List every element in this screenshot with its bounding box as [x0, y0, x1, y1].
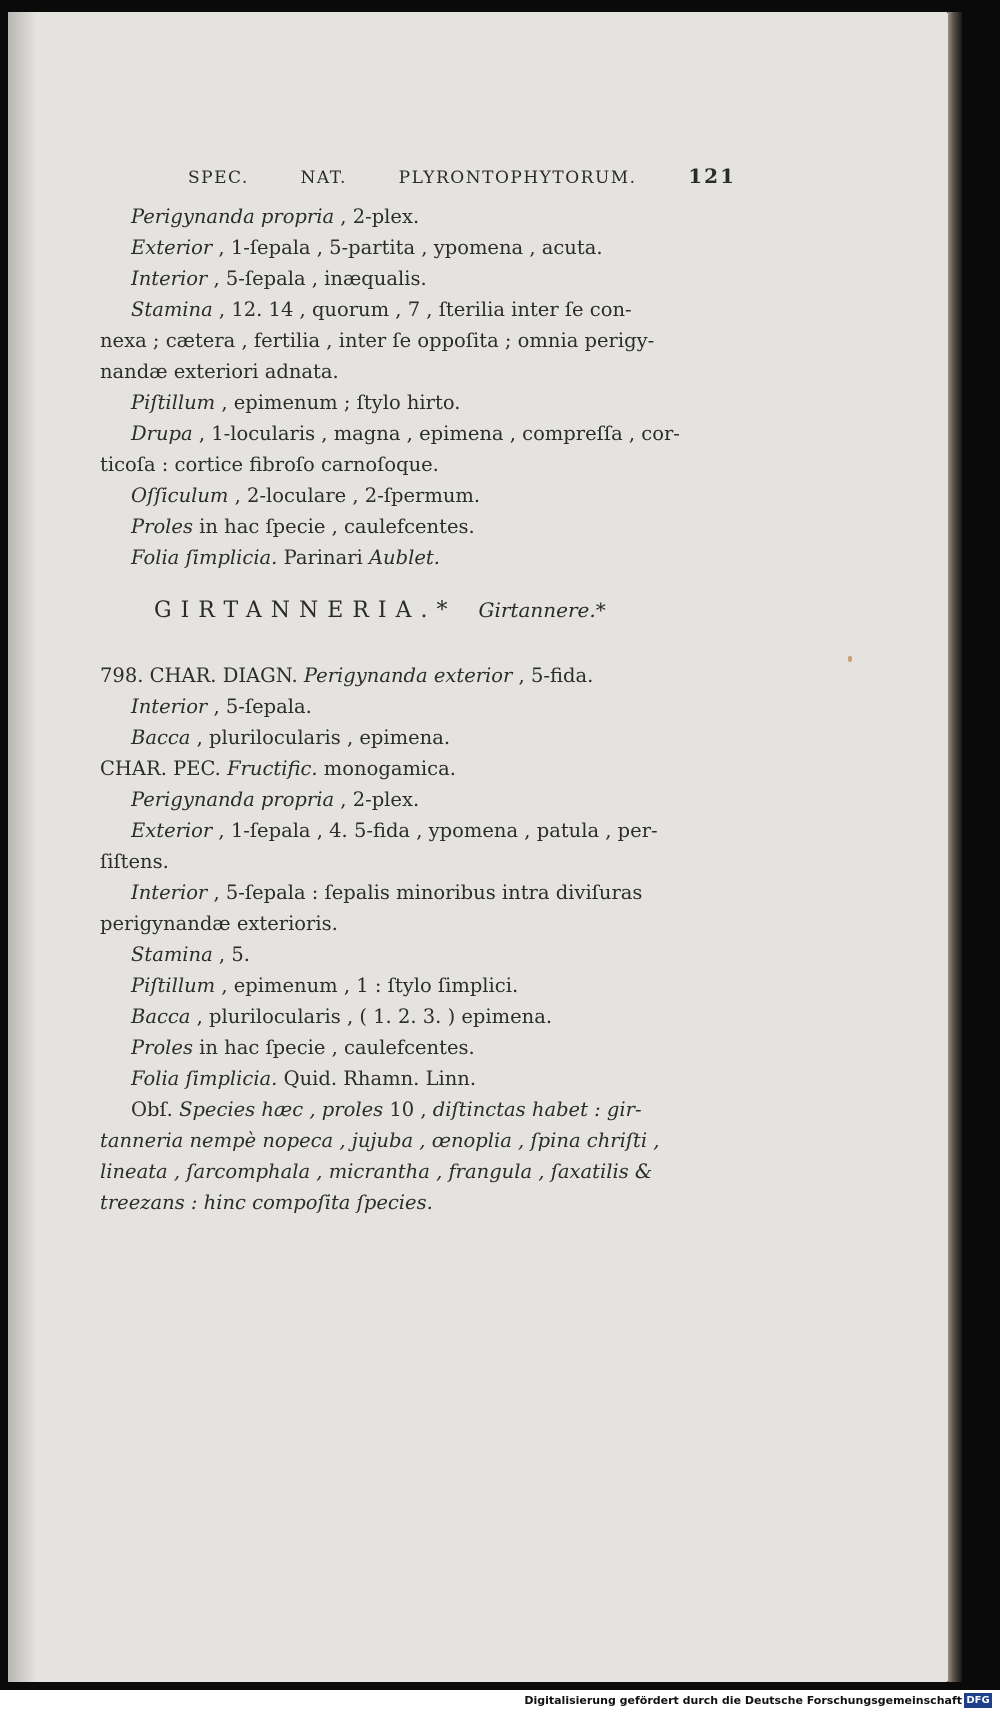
genus-heading — [154, 598, 714, 623]
text-line: Interior , 5-ſepala. — [131, 695, 312, 718]
text-line: Stamina , 12. 14 , quorum , 7 , ſterilia inter ſe con- — [131, 298, 632, 321]
text-line: 798. CHAR. DIAGN. Perigynanda exterior , 5-fida. — [100, 664, 594, 687]
page-edge — [948, 12, 962, 1682]
text-line: CHAR. PEC. Fructific. monogamica. — [100, 757, 456, 780]
text-line: nandæ exteriori adnata. — [100, 360, 339, 383]
text-line: perigynandæ exterioris. — [100, 912, 338, 935]
text-line: Proles in hac ſpecie , caulefcentes. — [131, 1036, 475, 1059]
text-line: Interior , 5-ſepala , inæqualis. — [131, 267, 427, 290]
text-line: lineata , ſarcomphala , micrantha , frangula , ſaxatilis & — [100, 1160, 653, 1183]
dfg-logo: DFG — [964, 1693, 992, 1708]
text-line: Oſſiculum , 2-loculare , 2-ſpermum. — [131, 484, 481, 507]
text-line: Bacca , plurilocularis , epimena. — [131, 726, 451, 749]
text-line: nexa ; cætera , fertilia , inter ſe oppoſita ; omnia perigy- — [100, 329, 655, 352]
genus-dedication: Girtannere.* — [478, 598, 606, 622]
text-line: ticoſa : cortice fibroſo carnoſoque. — [100, 453, 439, 476]
text-line: Piſtillum , epimenum , 1 : ſtylo ſimplici. — [131, 974, 519, 997]
text-line: Folia ſimplicia. Quid. Rhamn. Linn. — [131, 1067, 477, 1090]
text-line: Perigynanda propria , 2-plex. — [131, 788, 420, 811]
text-line: Obſ. Species hæc , proles 10 , diſtinctas habet : gir- — [131, 1098, 642, 1121]
text-line: Drupa , 1-locularis , magna , epimena , compreſſa , cor- — [131, 422, 680, 445]
running-head-title: PLYRONTOPHYTORUM. — [398, 168, 637, 188]
text-line: Exterior , 1-ſepala , 5-partita , ypomena , acuta. — [131, 236, 603, 259]
genus-name: GIRTANNERIA.* — [154, 598, 457, 623]
spine-shadow — [8, 12, 36, 1682]
text-line: Interior , 5-ſepala : ſepalis minoribus intra diviſuras — [131, 881, 643, 904]
text-line: Folia ſimplicia. Parinari Aublet. — [131, 546, 440, 569]
running-head-left: SPEC. — [188, 168, 249, 188]
text-line: Proles in hac ſpecie , caulefcentes. — [131, 515, 475, 538]
paper-fleck — [848, 656, 852, 662]
page-number: 121 — [688, 164, 736, 188]
text-line: Piſtillum , epimenum ; ſtylo hirto. — [131, 391, 461, 414]
funding-credit: Digitalisierung gefördert durch die Deutsche Forschungsgemeinschaft — [524, 1694, 962, 1707]
text-line: tanneria nempè nopeca , jujuba , œnoplia , ſpina chriſti , — [100, 1129, 660, 1152]
running-head-nat: NAT. — [300, 168, 347, 188]
text-line: ſiſtens. — [100, 850, 169, 873]
text-line: Exterior , 1-ſepala , 4. 5-fida , ypomena , patula , per- — [131, 819, 658, 842]
footer-bar — [0, 1690, 1000, 1713]
text-line: Perigynanda propria , 2-plex. — [131, 205, 420, 228]
text-line: treezans : hinc compoſita ſpecies. — [100, 1191, 433, 1214]
text-line: Bacca , plurilocularis , ( 1. 2. 3. ) epimena. — [131, 1005, 553, 1028]
book-page — [8, 12, 948, 1682]
running-head — [188, 164, 736, 188]
text-line: Stamina , 5. — [131, 943, 250, 966]
